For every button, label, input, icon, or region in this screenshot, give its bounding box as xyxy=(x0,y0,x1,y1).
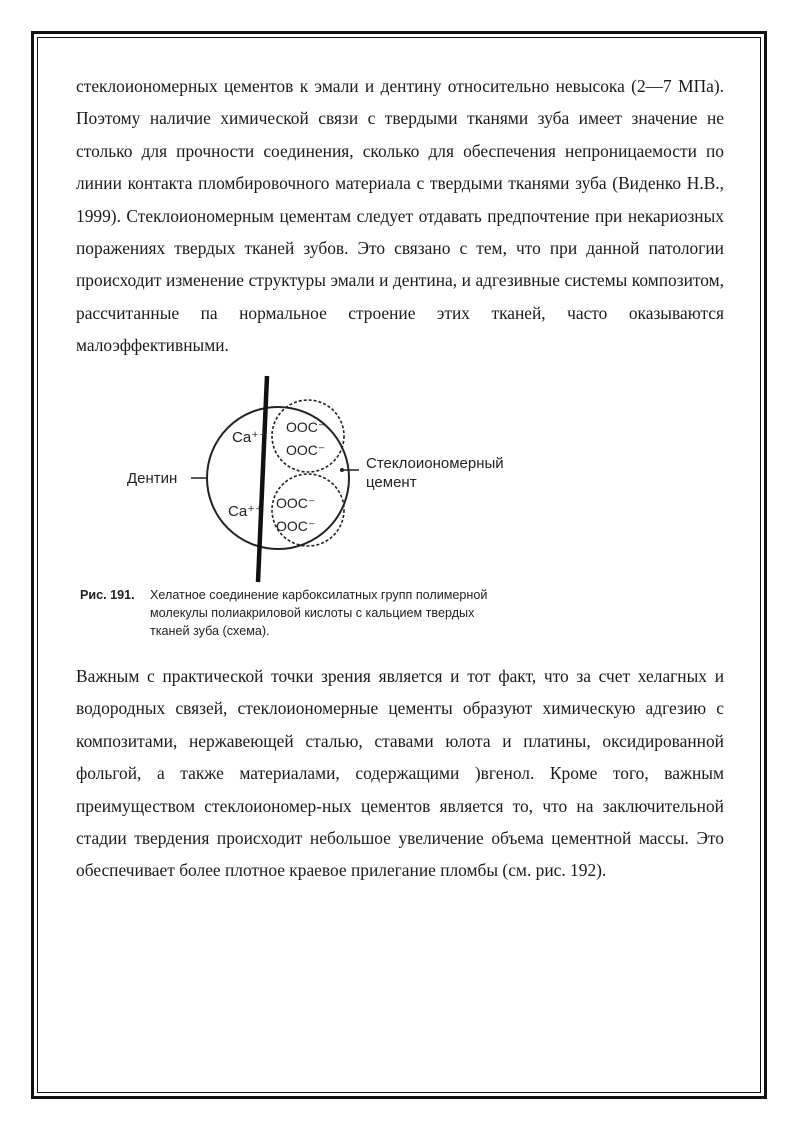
figure-191 xyxy=(70,370,570,645)
label-cement-line1: Стеклоиономерный xyxy=(366,455,504,472)
label-ca-top: Ca⁺⁺ xyxy=(232,429,268,446)
label-dentin: Дентин xyxy=(127,470,178,487)
paragraph-2: Важным с практической точки зрения является и тот факт, что за счет хелагных и водородных связей, стеклоиономерные цементы образуют химическую адгезию с композитами, нержавеющей сталью, ставами юлота и платины, оксидированной фольгой, а также материалами, содержащими )вгенол. Кроме того, важным преимуществом стеклоиономер-ных цементов является то, что на заключительной стадии твердения происходит небольшое увеличение объема цементной массы. Это обеспечивает более плотное краевое прилегание пломбы (см. рис. 192). xyxy=(76,666,724,881)
label-ooc-3: OOC⁻ xyxy=(276,495,316,511)
label-ooc-1: OOC⁻ xyxy=(286,419,326,435)
chelate-diagram xyxy=(70,370,570,585)
figure-caption xyxy=(80,586,570,640)
label-ooc-2: OOC⁻ xyxy=(286,442,326,458)
dentin-surface-line xyxy=(258,376,267,582)
paragraph-1: стеклоиономерных цементов к эмали и дентину относительно невысока (2—7 МПа). Поэтому наличие химической связи с твердыми тканями зуба имеет значение не столько для прочности соединения, сколько для обеспечения непроницаемости по линии контакта пломбировочного материала с твердыми тканями зуба (Виденко Н.В., 1999). Стеклоиономерным цементам следует отдавать предпочтение при некариозных поражениях твердых тканей зубов. Это связано с тем, что при данной патологии происходит изменение структуры эмали и дентина, и адгезивные системы композитом, рассчитанные па нормальное строение этих тканей, часто оказываются малоэффективными. xyxy=(76,76,724,356)
label-ooc-4: OOC⁻ xyxy=(276,518,316,534)
label-ca-bottom: Ca⁺⁺ xyxy=(228,503,264,520)
label-cement-line2: цемент xyxy=(366,474,417,491)
caption-line-2: молекулы полиакриловой кислоты с кальцием твердых xyxy=(150,606,475,620)
caption-line-3: тканей зуба (схема). xyxy=(150,624,270,638)
caption-label: Рис. 191. xyxy=(80,588,135,602)
inner-circle-top xyxy=(272,400,344,472)
cement-pointer-dot xyxy=(340,468,344,472)
caption-line-1: Хелатное соединение карбоксилатных групп полимерной xyxy=(150,588,488,602)
